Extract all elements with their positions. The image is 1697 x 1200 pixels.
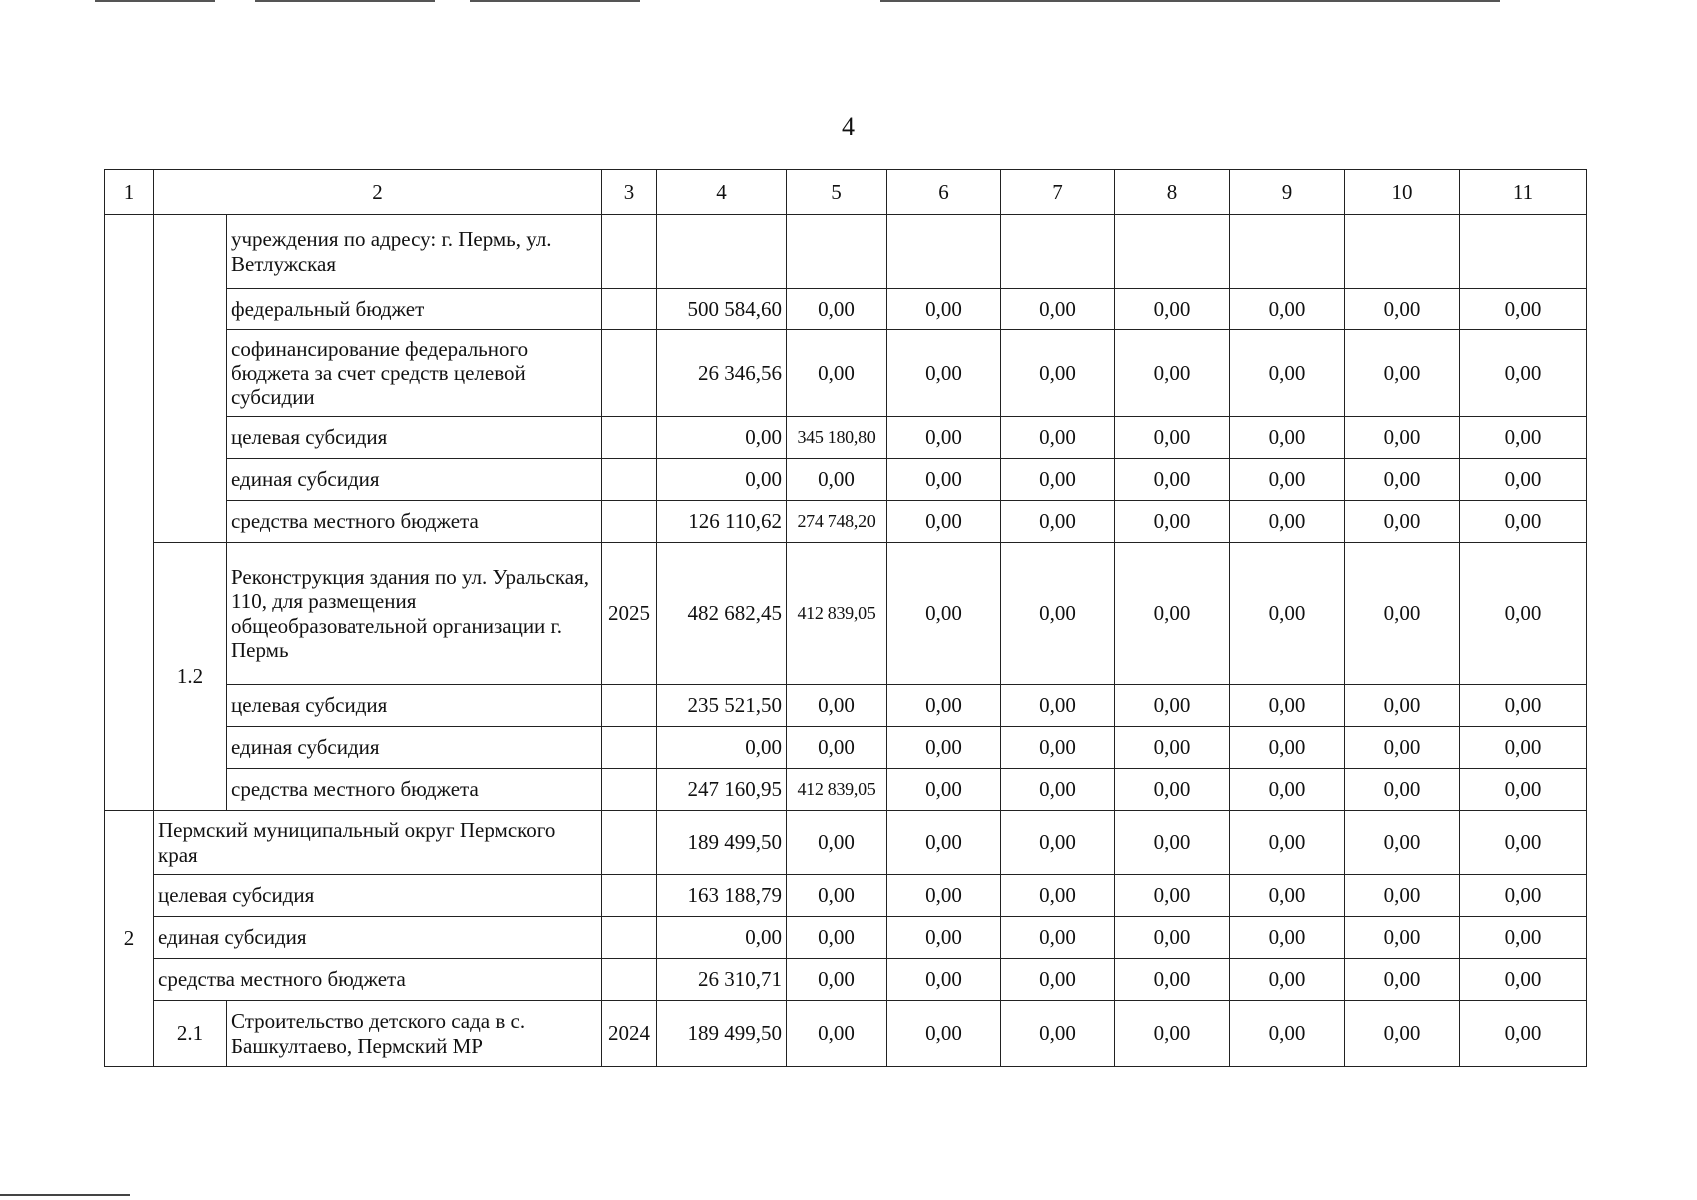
value-cell: 0,00	[887, 330, 1001, 417]
row-year	[602, 215, 657, 289]
value-cell: 0,00	[1460, 811, 1587, 875]
value-cell: 0,00	[1460, 917, 1587, 959]
row-label: Пермский муниципальный округ Пермского края	[154, 811, 602, 875]
row-label: единая субсидия	[227, 459, 602, 501]
value-cell: 0,00	[887, 685, 1001, 727]
row-label: единая субсидия	[154, 917, 602, 959]
row-label: Строительство детского сада в с. Башкултаево, Пермский МР	[227, 1001, 602, 1067]
value-cell: 0,00	[1115, 330, 1230, 417]
value-cell: 0,00	[1115, 459, 1230, 501]
row-label: Реконструкция здания по ул. Уральская, 110, для размещения общеобразовательной организации г. Пермь	[227, 543, 602, 685]
row-year	[602, 501, 657, 543]
row-year	[602, 727, 657, 769]
value-cell	[787, 215, 887, 289]
value-cell: 0,00	[657, 417, 787, 459]
table-row	[105, 215, 1587, 289]
row-year	[602, 685, 657, 727]
value-cell: 0,00	[1230, 959, 1345, 1001]
budget-table	[104, 169, 1587, 1067]
value-cell: 0,00	[1345, 543, 1460, 685]
value-cell: 0,00	[1230, 459, 1345, 501]
row-label: средства местного бюджета	[154, 959, 602, 1001]
value-cell: 0,00	[1001, 769, 1115, 811]
value-cell: 0,00	[1460, 459, 1587, 501]
row-year: 2024	[602, 1001, 657, 1067]
value-cell: 0,00	[1230, 875, 1345, 917]
value-cell: 0,00	[1001, 501, 1115, 543]
row-year	[602, 811, 657, 875]
value-cell: 0,00	[887, 875, 1001, 917]
value-cell: 0,00	[1460, 543, 1587, 685]
value-cell: 189 499,50	[657, 1001, 787, 1067]
value-cell: 0,00	[1115, 501, 1230, 543]
value-cell	[887, 215, 1001, 289]
value-cell: 0,00	[1115, 875, 1230, 917]
row-label: целевая субсидия	[154, 875, 602, 917]
value-cell: 0,00	[657, 917, 787, 959]
value-cell: 0,00	[1115, 959, 1230, 1001]
value-cell: 0,00	[1230, 769, 1345, 811]
value-cell: 0,00	[657, 727, 787, 769]
value-cell: 0,00	[1115, 685, 1230, 727]
value-cell: 0,00	[1001, 417, 1115, 459]
row-label: софинансирование федерального бюджета за счет средств целевой субсидии	[227, 330, 602, 417]
scan-edge-line	[0, 1194, 130, 1196]
value-cell: 0,00	[1345, 1001, 1460, 1067]
value-cell: 0,00	[657, 459, 787, 501]
value-cell: 0,00	[1001, 1001, 1115, 1067]
value-cell: 0,00	[1230, 685, 1345, 727]
column-header: 11	[1460, 170, 1587, 215]
table-row	[105, 917, 1587, 959]
value-cell: 0,00	[787, 685, 887, 727]
value-cell: 0,00	[887, 727, 1001, 769]
column-header: 9	[1230, 170, 1345, 215]
value-cell: 482 682,45	[657, 543, 787, 685]
value-cell: 0,00	[1001, 917, 1115, 959]
table-row	[105, 330, 1587, 417]
value-cell: 0,00	[1345, 811, 1460, 875]
table-row	[105, 959, 1587, 1001]
value-cell	[1001, 215, 1115, 289]
value-cell: 0,00	[1460, 501, 1587, 543]
row-label: средства местного бюджета	[227, 501, 602, 543]
row-year	[602, 289, 657, 330]
column-header: 1	[105, 170, 154, 215]
value-cell: 412 839,05	[787, 769, 887, 811]
value-cell	[657, 215, 787, 289]
table-row	[105, 543, 1587, 685]
value-cell: 0,00	[787, 811, 887, 875]
table-row	[105, 685, 1587, 727]
value-cell: 0,00	[1115, 417, 1230, 459]
value-cell: 0,00	[1230, 330, 1345, 417]
value-cell: 0,00	[787, 959, 887, 1001]
value-cell: 0,00	[1230, 501, 1345, 543]
value-cell: 0,00	[1460, 289, 1587, 330]
value-cell: 163 188,79	[657, 875, 787, 917]
column-header: 4	[657, 170, 787, 215]
value-cell: 0,00	[1001, 330, 1115, 417]
value-cell: 0,00	[1230, 417, 1345, 459]
value-cell: 0,00	[787, 727, 887, 769]
value-cell	[1230, 215, 1345, 289]
table-header-row	[105, 170, 1587, 215]
value-cell: 0,00	[1460, 727, 1587, 769]
value-cell: 0,00	[887, 417, 1001, 459]
value-cell: 0,00	[1001, 727, 1115, 769]
value-cell: 247 160,95	[657, 769, 787, 811]
value-cell: 26 310,71	[657, 959, 787, 1001]
value-cell: 0,00	[1460, 417, 1587, 459]
row-label: федеральный бюджет	[227, 289, 602, 330]
table-row	[105, 811, 1587, 875]
value-cell: 0,00	[887, 769, 1001, 811]
column-header: 10	[1345, 170, 1460, 215]
row-year	[602, 875, 657, 917]
value-cell: 0,00	[1345, 959, 1460, 1001]
value-cell: 0,00	[1230, 289, 1345, 330]
row-year	[602, 917, 657, 959]
value-cell: 0,00	[787, 459, 887, 501]
value-cell: 0,00	[1345, 769, 1460, 811]
value-cell: 0,00	[887, 917, 1001, 959]
value-cell: 0,00	[1001, 875, 1115, 917]
value-cell: 0,00	[1345, 459, 1460, 501]
value-cell: 0,00	[1115, 1001, 1230, 1067]
value-cell: 0,00	[1345, 875, 1460, 917]
row-year	[602, 330, 657, 417]
value-cell: 0,00	[887, 1001, 1001, 1067]
row-label: целевая субсидия	[227, 685, 602, 727]
value-cell	[1460, 215, 1587, 289]
table-row	[105, 875, 1587, 917]
value-cell: 189 499,50	[657, 811, 787, 875]
column-header: 2	[154, 170, 602, 215]
value-cell: 0,00	[787, 330, 887, 417]
value-cell: 126 110,62	[657, 501, 787, 543]
table-row	[105, 417, 1587, 459]
value-cell: 235 521,50	[657, 685, 787, 727]
table-row	[105, 459, 1587, 501]
value-cell: 0,00	[1230, 1001, 1345, 1067]
value-cell: 412 839,05	[787, 543, 887, 685]
column-header: 8	[1115, 170, 1230, 215]
column-header: 7	[1001, 170, 1115, 215]
value-cell: 0,00	[1345, 685, 1460, 727]
value-cell: 0,00	[1345, 501, 1460, 543]
value-cell: 0,00	[1115, 289, 1230, 330]
value-cell: 0,00	[1460, 769, 1587, 811]
value-cell: 0,00	[1001, 543, 1115, 685]
value-cell	[1115, 215, 1230, 289]
value-cell: 0,00	[887, 811, 1001, 875]
value-cell: 0,00	[1345, 417, 1460, 459]
value-cell: 0,00	[1345, 727, 1460, 769]
column-header: 6	[887, 170, 1001, 215]
table-row	[105, 501, 1587, 543]
row-label: средства местного бюджета	[227, 769, 602, 811]
value-cell: 0,00	[887, 959, 1001, 1001]
value-cell: 0,00	[1460, 1001, 1587, 1067]
column-header: 5	[787, 170, 887, 215]
row-label: учреждения по адресу: г. Пермь, ул. Ветлужская	[227, 215, 602, 289]
value-cell: 0,00	[1001, 811, 1115, 875]
table-row	[105, 727, 1587, 769]
value-cell: 0,00	[1460, 875, 1587, 917]
page-number: 4	[842, 112, 855, 141]
row-year	[602, 769, 657, 811]
value-cell: 0,00	[887, 289, 1001, 330]
row-year	[602, 417, 657, 459]
value-cell: 0,00	[1001, 289, 1115, 330]
value-cell: 0,00	[1345, 289, 1460, 330]
row-year	[602, 959, 657, 1001]
value-cell: 0,00	[787, 1001, 887, 1067]
row-subindex: 2.1	[154, 1001, 227, 1067]
value-cell: 0,00	[1460, 685, 1587, 727]
value-cell: 0,00	[1230, 811, 1345, 875]
value-cell: 0,00	[1345, 330, 1460, 417]
column-header: 3	[602, 170, 657, 215]
value-cell: 0,00	[1230, 543, 1345, 685]
value-cell	[1345, 215, 1460, 289]
value-cell: 345 180,80	[787, 417, 887, 459]
value-cell: 0,00	[1115, 917, 1230, 959]
row-index: 2	[105, 811, 154, 1067]
value-cell: 0,00	[1001, 959, 1115, 1001]
value-cell: 0,00	[1001, 459, 1115, 501]
row-subindex	[154, 215, 227, 543]
value-cell: 0,00	[1115, 811, 1230, 875]
table-row	[105, 1001, 1587, 1067]
row-year	[602, 459, 657, 501]
value-cell: 0,00	[1230, 917, 1345, 959]
row-subindex: 1.2	[154, 543, 227, 811]
value-cell: 0,00	[887, 459, 1001, 501]
value-cell: 26 346,56	[657, 330, 787, 417]
value-cell: 0,00	[1115, 543, 1230, 685]
value-cell: 0,00	[1230, 727, 1345, 769]
row-year: 2025	[602, 543, 657, 685]
value-cell: 0,00	[787, 875, 887, 917]
value-cell: 0,00	[787, 917, 887, 959]
value-cell: 0,00	[1460, 330, 1587, 417]
row-index	[105, 215, 154, 811]
row-label: единая субсидия	[227, 727, 602, 769]
value-cell: 0,00	[787, 289, 887, 330]
value-cell: 274 748,20	[787, 501, 887, 543]
table-row	[105, 289, 1587, 330]
value-cell: 0,00	[1115, 727, 1230, 769]
value-cell: 0,00	[1460, 959, 1587, 1001]
value-cell: 0,00	[1115, 769, 1230, 811]
value-cell: 0,00	[887, 501, 1001, 543]
value-cell: 0,00	[1345, 917, 1460, 959]
value-cell: 0,00	[887, 543, 1001, 685]
value-cell: 0,00	[1001, 685, 1115, 727]
row-label: целевая субсидия	[227, 417, 602, 459]
table-row	[105, 769, 1587, 811]
value-cell: 500 584,60	[657, 289, 787, 330]
